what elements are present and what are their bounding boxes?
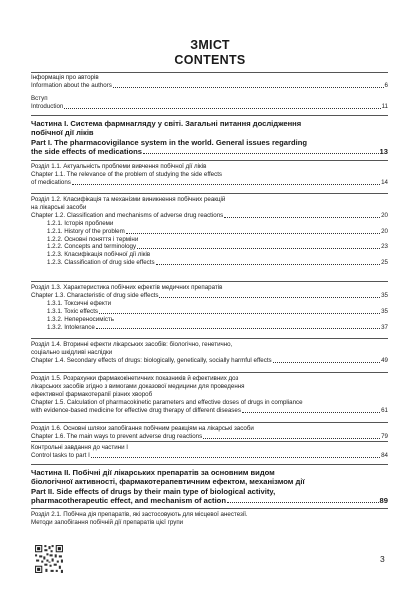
toc-sub-1-3-1: 1.3.1. Toxic effects 35 [47,307,388,315]
page-ref: 79 [381,432,388,440]
toc-sub-1-2-1-uk: 1.2.1. Історія проблеми [47,219,114,227]
page-ref: 35 [381,291,388,299]
page-ref: 25 [381,259,388,267]
toc-chapter-1-5[interactable]: Розділ 1.5. Розрахунки фармакокінетичних показників й ефективних доз лікарських засобів згідно з вимогами доказової медицини для проведення ефективної фармакотерапії різних хвороб Chapter 1.5. Calculation of pharmacokinetic parameters and effective doses of drugs in compliance with evidence-based medicine for effective drug therapy of different diseases 61 [31,372,388,415]
toc-sub-1-2-2: 1.2.2. Concepts and terminology 23 [47,243,388,251]
page-ref: 61 [381,406,388,414]
toc-sub-1-3-2: 1.3.2. Intolerance 37 [47,323,388,331]
page-ref: 13 [379,146,388,156]
toc-part-2[interactable]: Частина II. Побічні дії лікарських препаратів за основним видом біологічної активності, фармакотерапевтичним ефектом, механізмом дії Part II. Side effects of drugs by their main type of biological activity, pharmacotherapeutic effect, and mechanism of action 89 [31,464,388,505]
contents-title-en: CONTENTS [174,53,246,67]
page-ref: 49 [381,356,388,364]
toc-control-tasks[interactable]: Контрольні завдання до частини I Control tasks to part I 84 [31,441,388,460]
toc-chapter-2-1[interactable]: Розділ 2.1. Побічна дія препаратів, які застосовують для місцевої анестезії. Методи запобігання побічній дії препаратів цієї групи [31,508,388,527]
page-ref: 6 [384,81,388,89]
toc-sub-1-2-1: 1.2.1. History of the problem 20 [47,227,388,235]
page-number: 3 [380,554,385,564]
toc-sub-1-3-2-uk: 1.3.2. Непереносимість [47,315,114,323]
page-ref: 35 [381,307,388,315]
toc-about-uk: Інформація про авторів [31,74,99,81]
toc-chapter-1-3[interactable]: Розділ 1.3. Характеристика побічних ефектів медичних препаратів Chapter 1.3. Characteristic of drug side effects 35 1.3.1. Токсичні ефекти 1.3.1. Toxic effects 35 1.3.2. Непереносимість 1.3.2. Intolerance 37 [31,281,388,331]
page-ref: 89 [379,495,388,505]
toc-sub-1-2-2-uk: 1.2.2. Основні поняття і терміни [47,235,139,243]
page-ref: 84 [381,451,388,459]
toc-chapter-1-1[interactable]: Розділ 1.1. Актуальність проблеми вивчення побічної дії ліків Chapter 1.1. The relevance of the problem of studying the side effects of medications 14 [31,160,388,187]
page-ref: 11 [381,102,388,110]
toc-sub-1-2-3: 1.2.3. Classification of drug side effects 25 [47,259,388,267]
toc-intro-uk: Вступ [31,94,48,102]
toc-chapter-1-6[interactable]: Розділ 1.6. Основні шляхи запобігання побічним реакціям на лікарські засоби Chapter 1.6. The main ways to prevent adverse drug reactions 79 [31,422,388,441]
toc-section-front [31,72,388,111]
toc-sub-1-2-3-uk: 1.2.3. Класифікація побічної дії ліків [47,251,151,259]
toc-entry-intro[interactable]: Introduction 11 [31,102,388,110]
toc-part-1[interactable]: Частина І. Система фармнагляду у світі. Загальні питання дослідження побічної дії ліків Part I. The pharmacovigilance system in the world. General issues regarding the side effects of medications 13 [31,115,388,156]
page-ref: 14 [381,178,388,186]
page-ref: 20 [381,227,388,235]
page-ref: 23 [381,243,388,251]
page-ref: 20 [381,211,388,219]
qr-code-icon [34,544,64,574]
contents-title-uk: ЗМІСТ [190,38,230,52]
toc-chapter-1-4[interactable]: Розділ 1.4. Вторинні ефекти лікарських засобів: біологічно, генетично, соціально шкідливі наслідки Chapter 1.4. Secondary effects of drugs: biologically, genetically, socially harmful effects 49 [31,338,388,365]
page-ref: 37 [381,323,388,331]
toc-entry-about[interactable]: Information about the authors 6 [31,81,388,89]
toc-sub-1-3-1-uk: 1.3.1. Токсичні ефекти [47,299,112,307]
toc-chapter-1-2[interactable]: Розділ 1.2. Класифікація та механізми виникнення побічних реакцій на лікарські засоби Chapter 1.2. Classification and mechanisms of adverse drug reactions 20 1.2.1. Історія проблеми 1.2.1. History of the problem 20 1.2.2. Основні поняття і терміни 1.2.2. Concepts and terminology 23 1.2.3. Класифікація побічної дії ліків 1.2.3. Classification of drug side effects 25 [31,193,388,267]
